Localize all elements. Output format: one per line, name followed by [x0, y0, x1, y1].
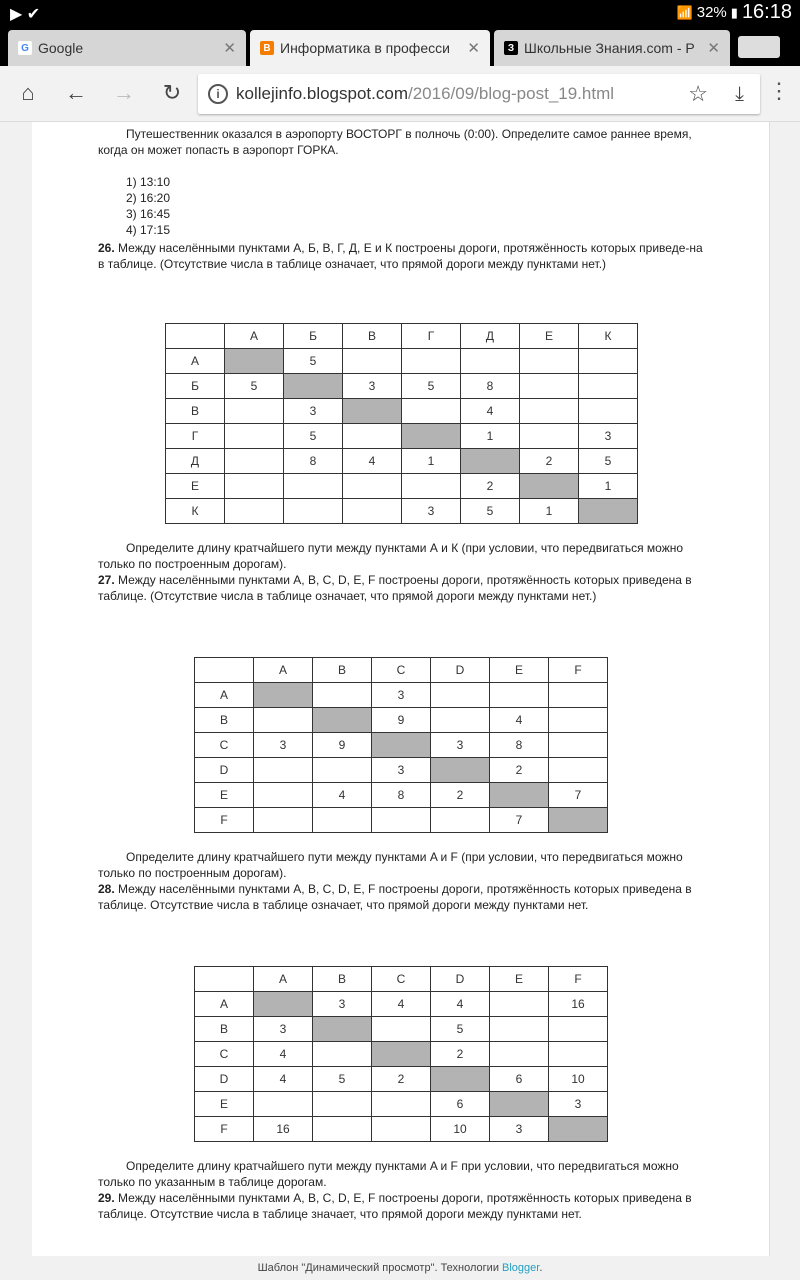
- distance-cell: [490, 1017, 549, 1042]
- distance-cell: 1: [461, 424, 520, 449]
- close-icon[interactable]: ✕: [707, 40, 720, 57]
- tab-informatika[interactable]: [250, 30, 490, 66]
- table-row: [166, 499, 638, 524]
- row-header: Б: [166, 374, 225, 399]
- question-28-text: [98, 881, 703, 913]
- distance-cell: 5: [225, 374, 284, 399]
- notification-icons: ▶ ✔: [10, 6, 41, 23]
- distance-cell: [313, 1092, 372, 1117]
- distance-cell: [225, 399, 284, 424]
- row-header: К: [166, 499, 225, 524]
- table-row: [195, 733, 608, 758]
- diagonal-cell: [284, 374, 343, 399]
- distance-cell: 16: [549, 992, 608, 1017]
- diagonal-cell: [549, 1117, 608, 1142]
- distance-cell: [431, 683, 490, 708]
- distance-cell: [579, 399, 638, 424]
- diagonal-cell: [549, 808, 608, 833]
- table-row: [166, 399, 638, 424]
- diagonal-cell: [313, 1017, 372, 1042]
- blogger-link[interactable]: Blogger: [502, 1262, 540, 1274]
- overflow-menu-icon[interactable]: ⋮: [768, 78, 790, 103]
- distance-cell: 2: [431, 783, 490, 808]
- distance-cell: 4: [490, 708, 549, 733]
- question-text: Путешественник оказался в аэропорту ВОСТОРГ в полночь (0:00). Определите самое раннее время, когда он может попасть в аэропорт ГОРКА.: [98, 127, 692, 157]
- column-header: А: [225, 324, 284, 349]
- diagonal-cell: [372, 733, 431, 758]
- column-header: Г: [402, 324, 461, 349]
- distance-cell: 3: [372, 758, 431, 783]
- distance-cell: [313, 1042, 372, 1067]
- question-number: 28.: [98, 882, 115, 896]
- diagonal-cell: [254, 992, 313, 1017]
- distance-cell: [402, 474, 461, 499]
- distance-cell: [549, 708, 608, 733]
- distance-cell: 4: [313, 783, 372, 808]
- header-row: [195, 658, 608, 683]
- column-header: A: [254, 658, 313, 683]
- distance-cell: 3: [313, 992, 372, 1017]
- distance-cell: 2: [372, 1067, 431, 1092]
- distance-cell: 1: [579, 474, 638, 499]
- bookmark-star-icon[interactable]: ☆: [688, 81, 708, 106]
- question-29-text: [98, 1190, 703, 1222]
- distance-cell: 8: [284, 449, 343, 474]
- back-icon[interactable]: ←: [65, 80, 87, 105]
- distance-cell: [313, 808, 372, 833]
- distance-cell: [313, 683, 372, 708]
- distance-cell: [372, 1017, 431, 1042]
- column-header: B: [313, 967, 372, 992]
- table-row: [195, 1092, 608, 1117]
- distance-cell: 1: [520, 499, 579, 524]
- question-text: Определите длину кратчайшего пути между пунктами А и К (при условии, что передвигаться можно только по построенным дорогам).: [98, 541, 684, 571]
- distance-cell: 3: [490, 1117, 549, 1142]
- info-icon[interactable]: i: [208, 84, 228, 104]
- distance-cell: 2: [490, 758, 549, 783]
- table-row: [195, 783, 608, 808]
- distance-cell: [225, 474, 284, 499]
- distance-cell: 2: [461, 474, 520, 499]
- battery-level: 32%: [696, 4, 727, 21]
- question-text: Между населёнными пунктами A, B, C, D, E, F построены дороги, протяжённость которых приведена в таблице. (Отсутствие числа в таблице означает, что прямой дороги между пунктами нет.): [98, 573, 692, 603]
- distance-cell: 2: [520, 449, 579, 474]
- answer-option: 1) 13:10: [126, 175, 171, 189]
- tab-google[interactable]: [8, 30, 246, 66]
- tab-strip: [0, 26, 800, 66]
- distance-cell: [284, 474, 343, 499]
- question-number: 27.: [98, 573, 115, 587]
- distance-cell: 5: [402, 374, 461, 399]
- corner-cell: [166, 324, 225, 349]
- distance-cell: [313, 1117, 372, 1142]
- diagonal-cell: [520, 474, 579, 499]
- question-number: 26.: [98, 241, 115, 255]
- column-header: B: [313, 658, 372, 683]
- distance-cell: [402, 349, 461, 374]
- table-row: [166, 449, 638, 474]
- distance-cell: 5: [284, 424, 343, 449]
- tab-title: Информатика в професси: [280, 40, 450, 56]
- distance-cell: [402, 399, 461, 424]
- column-header: F: [549, 658, 608, 683]
- znanija-icon: З: [504, 41, 518, 55]
- diagonal-cell: [225, 349, 284, 374]
- answer-option: 2) 16:20: [126, 191, 171, 205]
- row-header: D: [195, 758, 254, 783]
- url-host: kollejinfo.blogspot.com: [236, 84, 408, 103]
- row-header: E: [195, 1092, 254, 1117]
- distance-cell: [254, 708, 313, 733]
- row-header: В: [166, 399, 225, 424]
- table-row: [195, 1042, 608, 1067]
- table-row: [195, 992, 608, 1017]
- question-26-text: [98, 240, 703, 272]
- column-header: Е: [520, 324, 579, 349]
- header-row: [166, 324, 638, 349]
- question-27-prompt: [98, 849, 703, 913]
- distance-cell: [549, 1017, 608, 1042]
- tab-znanija[interactable]: [494, 30, 730, 66]
- table-row: [195, 758, 608, 783]
- diagonal-cell: [431, 758, 490, 783]
- column-header: A: [254, 967, 313, 992]
- diagonal-cell: [313, 708, 372, 733]
- column-header: Б: [284, 324, 343, 349]
- row-header: A: [195, 683, 254, 708]
- distance-cell: 8: [490, 733, 549, 758]
- distance-cell: 7: [490, 808, 549, 833]
- diagonal-cell: [490, 1092, 549, 1117]
- status-bar: [0, 0, 800, 26]
- close-icon[interactable]: ✕: [467, 40, 480, 57]
- row-header: B: [195, 708, 254, 733]
- distance-cell: [520, 349, 579, 374]
- distance-cell: [343, 474, 402, 499]
- distance-cell: 5: [431, 1017, 490, 1042]
- distance-cell: 5: [313, 1067, 372, 1092]
- corner-cell: [195, 658, 254, 683]
- header-row: [195, 967, 608, 992]
- question-26-prompt: [98, 540, 703, 604]
- distance-cell: [254, 783, 313, 808]
- table-row: [195, 1067, 608, 1092]
- table-row: [195, 1017, 608, 1042]
- url-bar[interactable]: [198, 74, 760, 114]
- distance-cell: 8: [372, 783, 431, 808]
- answer-option: 4) 17:15: [126, 223, 171, 237]
- table-row: [195, 808, 608, 833]
- distance-cell: [343, 499, 402, 524]
- distance-cell: [225, 449, 284, 474]
- distance-cell: 4: [372, 992, 431, 1017]
- distance-cell: 4: [254, 1067, 313, 1092]
- browser-toolbar: [0, 66, 800, 122]
- column-header: E: [490, 967, 549, 992]
- forward-icon[interactable]: →: [113, 80, 135, 105]
- distance-cell: [254, 758, 313, 783]
- distance-cell: [343, 349, 402, 374]
- table-row: [195, 708, 608, 733]
- distance-cell: 4: [431, 992, 490, 1017]
- distance-cell: [343, 424, 402, 449]
- distance-cell: [490, 683, 549, 708]
- question-number: 29.: [98, 1191, 115, 1205]
- distance-cell: 3: [254, 1017, 313, 1042]
- footer-end: .: [539, 1262, 543, 1274]
- distance-cell: [225, 499, 284, 524]
- column-header: В: [343, 324, 402, 349]
- diagonal-cell: [402, 424, 461, 449]
- column-header: D: [431, 967, 490, 992]
- distance-cell: 5: [284, 349, 343, 374]
- download-icon[interactable]: ⤓: [735, 82, 744, 105]
- distance-cell: 4: [461, 399, 520, 424]
- diagonal-cell: [431, 1067, 490, 1092]
- row-header: F: [195, 1117, 254, 1142]
- close-icon[interactable]: ✕: [223, 40, 236, 57]
- question-text: Между населёнными пунктами А, Б, В, Г, Д, Е и К построены дороги, протяжённость которых приведе-на в таблице. (Отсутствие числа в таблице означает, что прямой дороги между пунктами нет.): [98, 241, 703, 271]
- table-row: [166, 349, 638, 374]
- diagonal-cell: [372, 1042, 431, 1067]
- distance-cell: [461, 349, 520, 374]
- distance-cell: 6: [431, 1092, 490, 1117]
- footer-text: Шаблон "Динамический просмотр". Технологии: [257, 1262, 503, 1274]
- footer: [8, 1256, 792, 1280]
- distance-cell: 3: [372, 683, 431, 708]
- column-header: E: [490, 658, 549, 683]
- distance-cell: 4: [343, 449, 402, 474]
- distance-cell: [372, 1092, 431, 1117]
- distance-cell: [579, 374, 638, 399]
- distance-cell: 8: [461, 374, 520, 399]
- row-header: Д: [166, 449, 225, 474]
- distance-cell: 10: [431, 1117, 490, 1142]
- distance-cell: [372, 1117, 431, 1142]
- question-text: Определите длину кратчайшего пути между пунктами A и F при условии, что передвигаться можно только по указанным в таблице дорогам.: [98, 1159, 679, 1189]
- distance-cell: 3: [549, 1092, 608, 1117]
- distance-cell: 3: [431, 733, 490, 758]
- distance-cell: 7: [549, 783, 608, 808]
- row-header: F: [195, 808, 254, 833]
- column-header: D: [431, 658, 490, 683]
- distance-cell: 4: [254, 1042, 313, 1067]
- row-header: B: [195, 1017, 254, 1042]
- signal-icon: 📶: [676, 4, 693, 20]
- distance-cell: [520, 374, 579, 399]
- url-path: /2016/09/blog-post_19.html: [407, 84, 615, 103]
- distance-cell: 5: [461, 499, 520, 524]
- distance-cell: 3: [579, 424, 638, 449]
- question-28-prompt: [98, 1158, 703, 1222]
- distance-table-28: [194, 966, 608, 1142]
- distance-cell: [490, 992, 549, 1017]
- question-25: [98, 126, 703, 272]
- distance-cell: 3: [284, 399, 343, 424]
- diagonal-cell: [461, 449, 520, 474]
- reload-icon[interactable]: ↻: [162, 80, 182, 105]
- clock: 16:18: [741, 1, 792, 23]
- row-header: Г: [166, 424, 225, 449]
- table-row: [195, 683, 608, 708]
- distance-cell: [313, 758, 372, 783]
- tab-title: Школьные Знания.com - Р: [524, 40, 695, 56]
- question-text: Определите длину кратчайшего пути между пунктами A и F (при условии, что передвигаться можно только по построенным дорогам).: [98, 850, 683, 880]
- table-row: [195, 1117, 608, 1142]
- distance-cell: [549, 683, 608, 708]
- column-header: C: [372, 658, 431, 683]
- row-header: D: [195, 1067, 254, 1092]
- table-row: [166, 424, 638, 449]
- distance-cell: [520, 399, 579, 424]
- distance-cell: 16: [254, 1117, 313, 1142]
- table-row: [166, 474, 638, 499]
- distance-cell: 2: [431, 1042, 490, 1067]
- google-icon: G: [18, 41, 32, 55]
- distance-cell: [225, 424, 284, 449]
- distance-cell: 1: [402, 449, 461, 474]
- corner-cell: [195, 967, 254, 992]
- distance-cell: [284, 499, 343, 524]
- row-header: А: [166, 349, 225, 374]
- row-header: E: [195, 783, 254, 808]
- table-row: [166, 374, 638, 399]
- answer-option: 3) 16:45: [126, 207, 171, 221]
- distance-cell: [254, 808, 313, 833]
- column-header: К: [579, 324, 638, 349]
- distance-cell: [579, 349, 638, 374]
- distance-table-27: [194, 657, 608, 833]
- distance-cell: 10: [549, 1067, 608, 1092]
- distance-cell: 9: [313, 733, 372, 758]
- distance-cell: [431, 808, 490, 833]
- question-text: Между населёнными пунктами A, B, C, D, E, F построены дороги, протяжённость которых приведена в таблице. Отсутствие числа в таблице означает, что прямой дороги между пунктами нет.: [98, 882, 692, 912]
- row-header: C: [195, 733, 254, 758]
- distance-cell: 3: [343, 374, 402, 399]
- distance-cell: 5: [579, 449, 638, 474]
- row-header: A: [195, 992, 254, 1017]
- distance-table-26: [165, 323, 638, 524]
- question-27-text: [98, 572, 703, 604]
- row-header: C: [195, 1042, 254, 1067]
- row-header: Е: [166, 474, 225, 499]
- diagonal-cell: [254, 683, 313, 708]
- blogger-icon: B: [260, 41, 274, 55]
- battery-icon: ▮: [730, 4, 738, 20]
- diagonal-cell: [579, 499, 638, 524]
- distance-cell: [490, 1042, 549, 1067]
- distance-cell: [520, 424, 579, 449]
- distance-cell: [549, 758, 608, 783]
- new-tab-button[interactable]: [738, 36, 780, 58]
- column-header: Д: [461, 324, 520, 349]
- home-icon[interactable]: ⌂: [21, 80, 35, 105]
- distance-cell: [549, 733, 608, 758]
- column-header: F: [549, 967, 608, 992]
- diagonal-cell: [490, 783, 549, 808]
- question-text: Между населёнными пунктами A, B, C, D, E, F построены дороги, протяжённость которых приведена в таблице. Отсутствие числа в таблице значает, что прямой дороги между пунктами нет.: [98, 1191, 692, 1221]
- distance-cell: 3: [254, 733, 313, 758]
- tab-title: Google: [38, 40, 84, 56]
- distance-cell: [372, 808, 431, 833]
- distance-cell: [431, 708, 490, 733]
- distance-cell: [254, 1092, 313, 1117]
- distance-cell: [549, 1042, 608, 1067]
- distance-cell: 9: [372, 708, 431, 733]
- column-header: C: [372, 967, 431, 992]
- distance-cell: 6: [490, 1067, 549, 1092]
- diagonal-cell: [343, 399, 402, 424]
- distance-cell: 3: [402, 499, 461, 524]
